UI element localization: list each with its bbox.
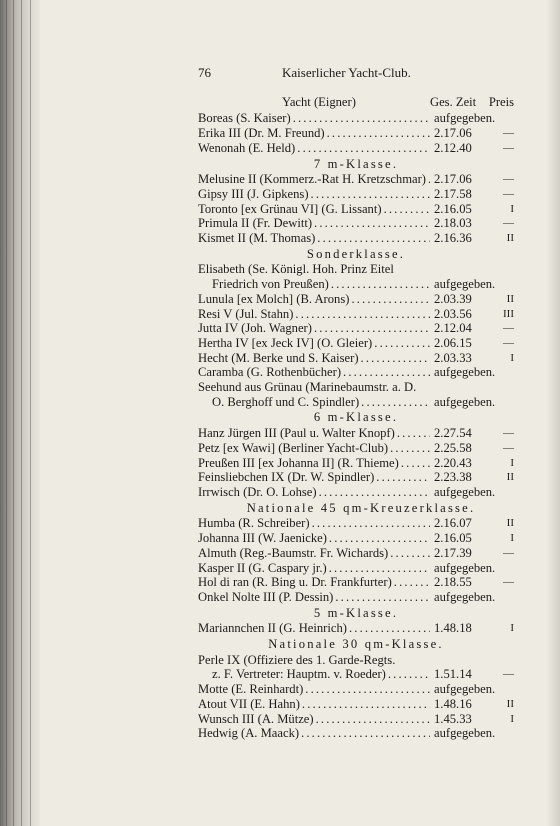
page-header (198, 66, 514, 81)
results-5m (198, 621, 514, 636)
result-row (198, 216, 514, 231)
prize-rank: III (503, 307, 514, 320)
entry-name: Perle IX (Offiziere des 1. Garde-Regts. (198, 652, 396, 667)
elapsed-time: 2.23.38 (434, 470, 472, 485)
yacht-name: Humba (R. Schreiber) . . . (198, 516, 430, 531)
elapsed-time: aufgegeben. (434, 394, 496, 409)
result-row (198, 292, 514, 307)
prize-rank: — (503, 322, 514, 335)
elapsed-time: 2.16.07 (434, 516, 472, 531)
yacht-name: Preußen III [ex Johanna II] (R. Thieme) . . . (198, 456, 430, 471)
yacht-name: Hedwig (A. Maack) . . . (198, 726, 430, 741)
prize-rank: II (506, 697, 514, 710)
elapsed-time: aufgegeben. (434, 365, 496, 380)
yacht-name: z. F. Vertreter: Hauptm. v. Roeder) . . . (198, 667, 430, 682)
result-row (198, 726, 514, 741)
result-row (198, 365, 514, 380)
yacht-name: Hecht (M. Berke und S. Kaiser) . . . (198, 351, 430, 366)
entry-name: Elisabeth (Se. Königl. Hoh. Prinz Eitel (198, 262, 394, 277)
page-number: 76 (198, 65, 211, 80)
result-row (198, 441, 514, 456)
result-row (198, 590, 514, 605)
result-row (198, 307, 514, 322)
section-title-45qm: Nationale 45 qm-Kreuzerklasse. (246, 500, 476, 515)
elapsed-time: 2.12.04 (434, 321, 472, 336)
yacht-name: Melusine II (Kommerz.-Rat H. Kretzschmar) . . . (198, 172, 430, 187)
elapsed-time: 1.48.16 (434, 696, 472, 711)
result-row (198, 712, 514, 727)
elapsed-time: 2.16.05 (434, 201, 472, 216)
prize-rank: I (510, 202, 514, 215)
result-row (198, 621, 514, 636)
yacht-name: Feinsliebchen IX (Dr. W. Spindler) . . . (198, 470, 430, 485)
result-row (198, 231, 514, 246)
prize-rank (500, 590, 514, 605)
result-row (198, 172, 514, 187)
prize-rank: — (503, 141, 514, 154)
prize-rank: I (510, 456, 514, 469)
result-row (198, 667, 514, 682)
prize-rank (500, 365, 514, 380)
result-row (198, 126, 514, 141)
prize-rank (500, 726, 514, 741)
results-6m (198, 426, 514, 500)
elapsed-time: 1.51.14 (434, 667, 472, 682)
result-row (198, 277, 514, 292)
result-row (198, 561, 514, 576)
entry-continued (198, 262, 514, 277)
yacht-name: Petz [ex Wawi] (Berliner Yacht-Club) . . . (198, 441, 430, 456)
results-30qm (198, 667, 514, 741)
prize-rank: — (503, 173, 514, 186)
column-header-prize: Preis (488, 94, 514, 109)
column-header-time: Ges. Zeit (430, 94, 477, 109)
yacht-name: Almuth (Reg.-Baumstr. Fr. Wichards) . . . (198, 546, 430, 561)
section-title-5m: 5 m-Klasse. (313, 605, 399, 620)
prize-rank (500, 111, 514, 126)
prize-rank: II (506, 292, 514, 305)
result-row (198, 456, 514, 471)
yacht-name: Johanna III (W. Jaenicke) . . . (198, 531, 430, 546)
result-row (198, 336, 514, 351)
prize-rank: — (503, 441, 514, 454)
elapsed-time: 2.18.03 (434, 216, 472, 231)
prize-rank: I (510, 622, 514, 635)
result-row (198, 111, 514, 126)
yacht-name: Toronto [ex Grünau VI] (G. Lissant) . . . (198, 202, 430, 217)
yacht-name: Erika III (Dr. M. Freund) . . . (198, 126, 430, 141)
elapsed-time: aufgegeben. (434, 277, 496, 292)
yacht-name: Hertha IV [ex Jeck IV] (O. Gleier) . . . (198, 336, 430, 351)
elapsed-time: 2.03.56 (434, 306, 472, 321)
column-headers (198, 95, 514, 110)
prize-rank: — (503, 546, 514, 559)
section-title-30qm: Nationale 30 qm-Klasse. (268, 637, 444, 652)
result-row (198, 470, 514, 485)
prize-rank (500, 682, 514, 697)
elapsed-time: 2.16.36 (434, 231, 472, 246)
yacht-name: Boreas (S. Kaiser) . . . (198, 111, 430, 126)
yacht-name: Friedrich von Preußen) . . . (198, 277, 430, 292)
result-row (198, 682, 514, 697)
elapsed-time: aufgegeben. (434, 682, 496, 697)
yacht-name: Lunula [ex Molch] (B. Arons) . . . (198, 292, 430, 307)
elapsed-time: 2.17.06 (434, 126, 472, 141)
prize-rank: II (506, 232, 514, 245)
elapsed-time: 2.17.58 (434, 186, 472, 201)
result-row (198, 575, 514, 590)
yacht-name: O. Berghoff und C. Spindler) . . . (198, 395, 430, 410)
prize-rank: I (510, 351, 514, 364)
result-row (198, 202, 514, 217)
prize-rank (500, 485, 514, 500)
elapsed-time: 2.12.40 (434, 140, 472, 155)
result-row (198, 351, 514, 366)
result-row (198, 141, 514, 156)
book-page (198, 66, 514, 741)
prize-rank: — (503, 336, 514, 349)
elapsed-time: 2.16.05 (434, 531, 472, 546)
results-top (198, 111, 514, 155)
yacht-name: Mariannchen II (G. Heinrich) . . . (198, 621, 430, 636)
prize-rank: — (503, 576, 514, 589)
yacht-name: Irrwisch (Dr. O. Lohse) . . . (198, 485, 430, 500)
section-title-6m: 6 m-Klasse. (313, 410, 399, 425)
elapsed-time: 2.17.06 (434, 172, 472, 187)
result-row (198, 321, 514, 336)
results-45qm (198, 516, 514, 604)
yacht-name: Wunsch III (A. Mütze) . . . (198, 712, 430, 727)
prize-rank: — (503, 668, 514, 681)
elapsed-time: 2.17.39 (434, 545, 472, 560)
elapsed-time: 2.03.33 (434, 350, 472, 365)
entry-name: Seehund aus Grünau (Marinebaumstr. a. D. (198, 380, 417, 395)
yacht-name: Resi V (Jul. Stahn) . . . (198, 307, 430, 322)
prize-rank: — (503, 217, 514, 230)
section-title-sonderklasse: Sonderklasse. (306, 246, 406, 261)
entry-continued (198, 653, 514, 668)
running-title: Kaiserlicher Yacht-Club. (282, 65, 411, 80)
elapsed-time: 2.27.54 (434, 426, 472, 441)
yacht-name: Hol di ran (R. Bing u. Dr. Frankfurter) . . . (198, 575, 430, 590)
elapsed-time: aufgegeben. (434, 111, 496, 126)
yacht-name: Atout VII (E. Hahn) . . . (198, 697, 430, 712)
elapsed-time: aufgegeben. (434, 589, 496, 604)
elapsed-time: 2.20.43 (434, 455, 472, 470)
elapsed-time: 2.18.55 (434, 575, 472, 590)
prize-rank (500, 395, 514, 410)
yacht-name: Primula II (Fr. Dewitt) . . . (198, 216, 430, 231)
prize-rank (500, 277, 514, 292)
yacht-name: Motte (E. Reinhardt) . . . (198, 682, 430, 697)
elapsed-time: 2.03.39 (434, 291, 472, 306)
result-row (198, 697, 514, 712)
yacht-name: Gipsy III (J. Gipkens) . . . (198, 187, 430, 202)
prize-rank: — (503, 427, 514, 440)
elapsed-time: aufgegeben. (434, 726, 496, 741)
column-header-yacht: Yacht (Eigner) (282, 94, 356, 109)
prize-rank: II (506, 471, 514, 484)
prize-rank: I (510, 532, 514, 545)
results-sonderklasse-seehund (198, 395, 514, 410)
yacht-name: Kasper II (G. Caspary jr.) . . . (198, 561, 430, 576)
result-row (198, 546, 514, 561)
book-spine (0, 0, 40, 826)
elapsed-time: 1.48.18 (434, 621, 472, 636)
results-7m (198, 172, 514, 246)
result-row (198, 485, 514, 500)
elapsed-time: 1.45.33 (434, 711, 472, 726)
elapsed-time: 2.25.58 (434, 440, 472, 455)
section-title-7m: 7 m-Klasse. (313, 156, 399, 171)
result-row (198, 426, 514, 441)
yacht-name: Jutta IV (Joh. Wagner) . . . (198, 321, 430, 336)
elapsed-time: 2.06.15 (434, 335, 472, 350)
results-sonderklasse (198, 277, 514, 380)
yacht-name: Caramba (G. Rothenbücher) . . . (198, 365, 430, 380)
prize-rank (500, 561, 514, 576)
yacht-name: Onkel Nolte III (P. Dessin) . . . (198, 590, 430, 605)
result-row (198, 187, 514, 202)
prize-rank: — (503, 127, 514, 140)
prize-rank: — (503, 187, 514, 200)
prize-rank: II (506, 517, 514, 530)
elapsed-time: aufgegeben. (434, 560, 496, 575)
page-edge (546, 0, 560, 826)
entry-continued (198, 380, 514, 395)
prize-rank: I (510, 712, 514, 725)
result-row (198, 516, 514, 531)
result-row (198, 395, 514, 410)
yacht-name: Wenonah (E. Held) . . . (198, 141, 430, 156)
yacht-name: Hanz Jürgen III (Paul u. Walter Knopf) . . . (198, 426, 430, 441)
elapsed-time: aufgegeben. (434, 484, 496, 499)
yacht-name: Kismet II (M. Thomas) . . . (198, 231, 430, 246)
result-row (198, 531, 514, 546)
